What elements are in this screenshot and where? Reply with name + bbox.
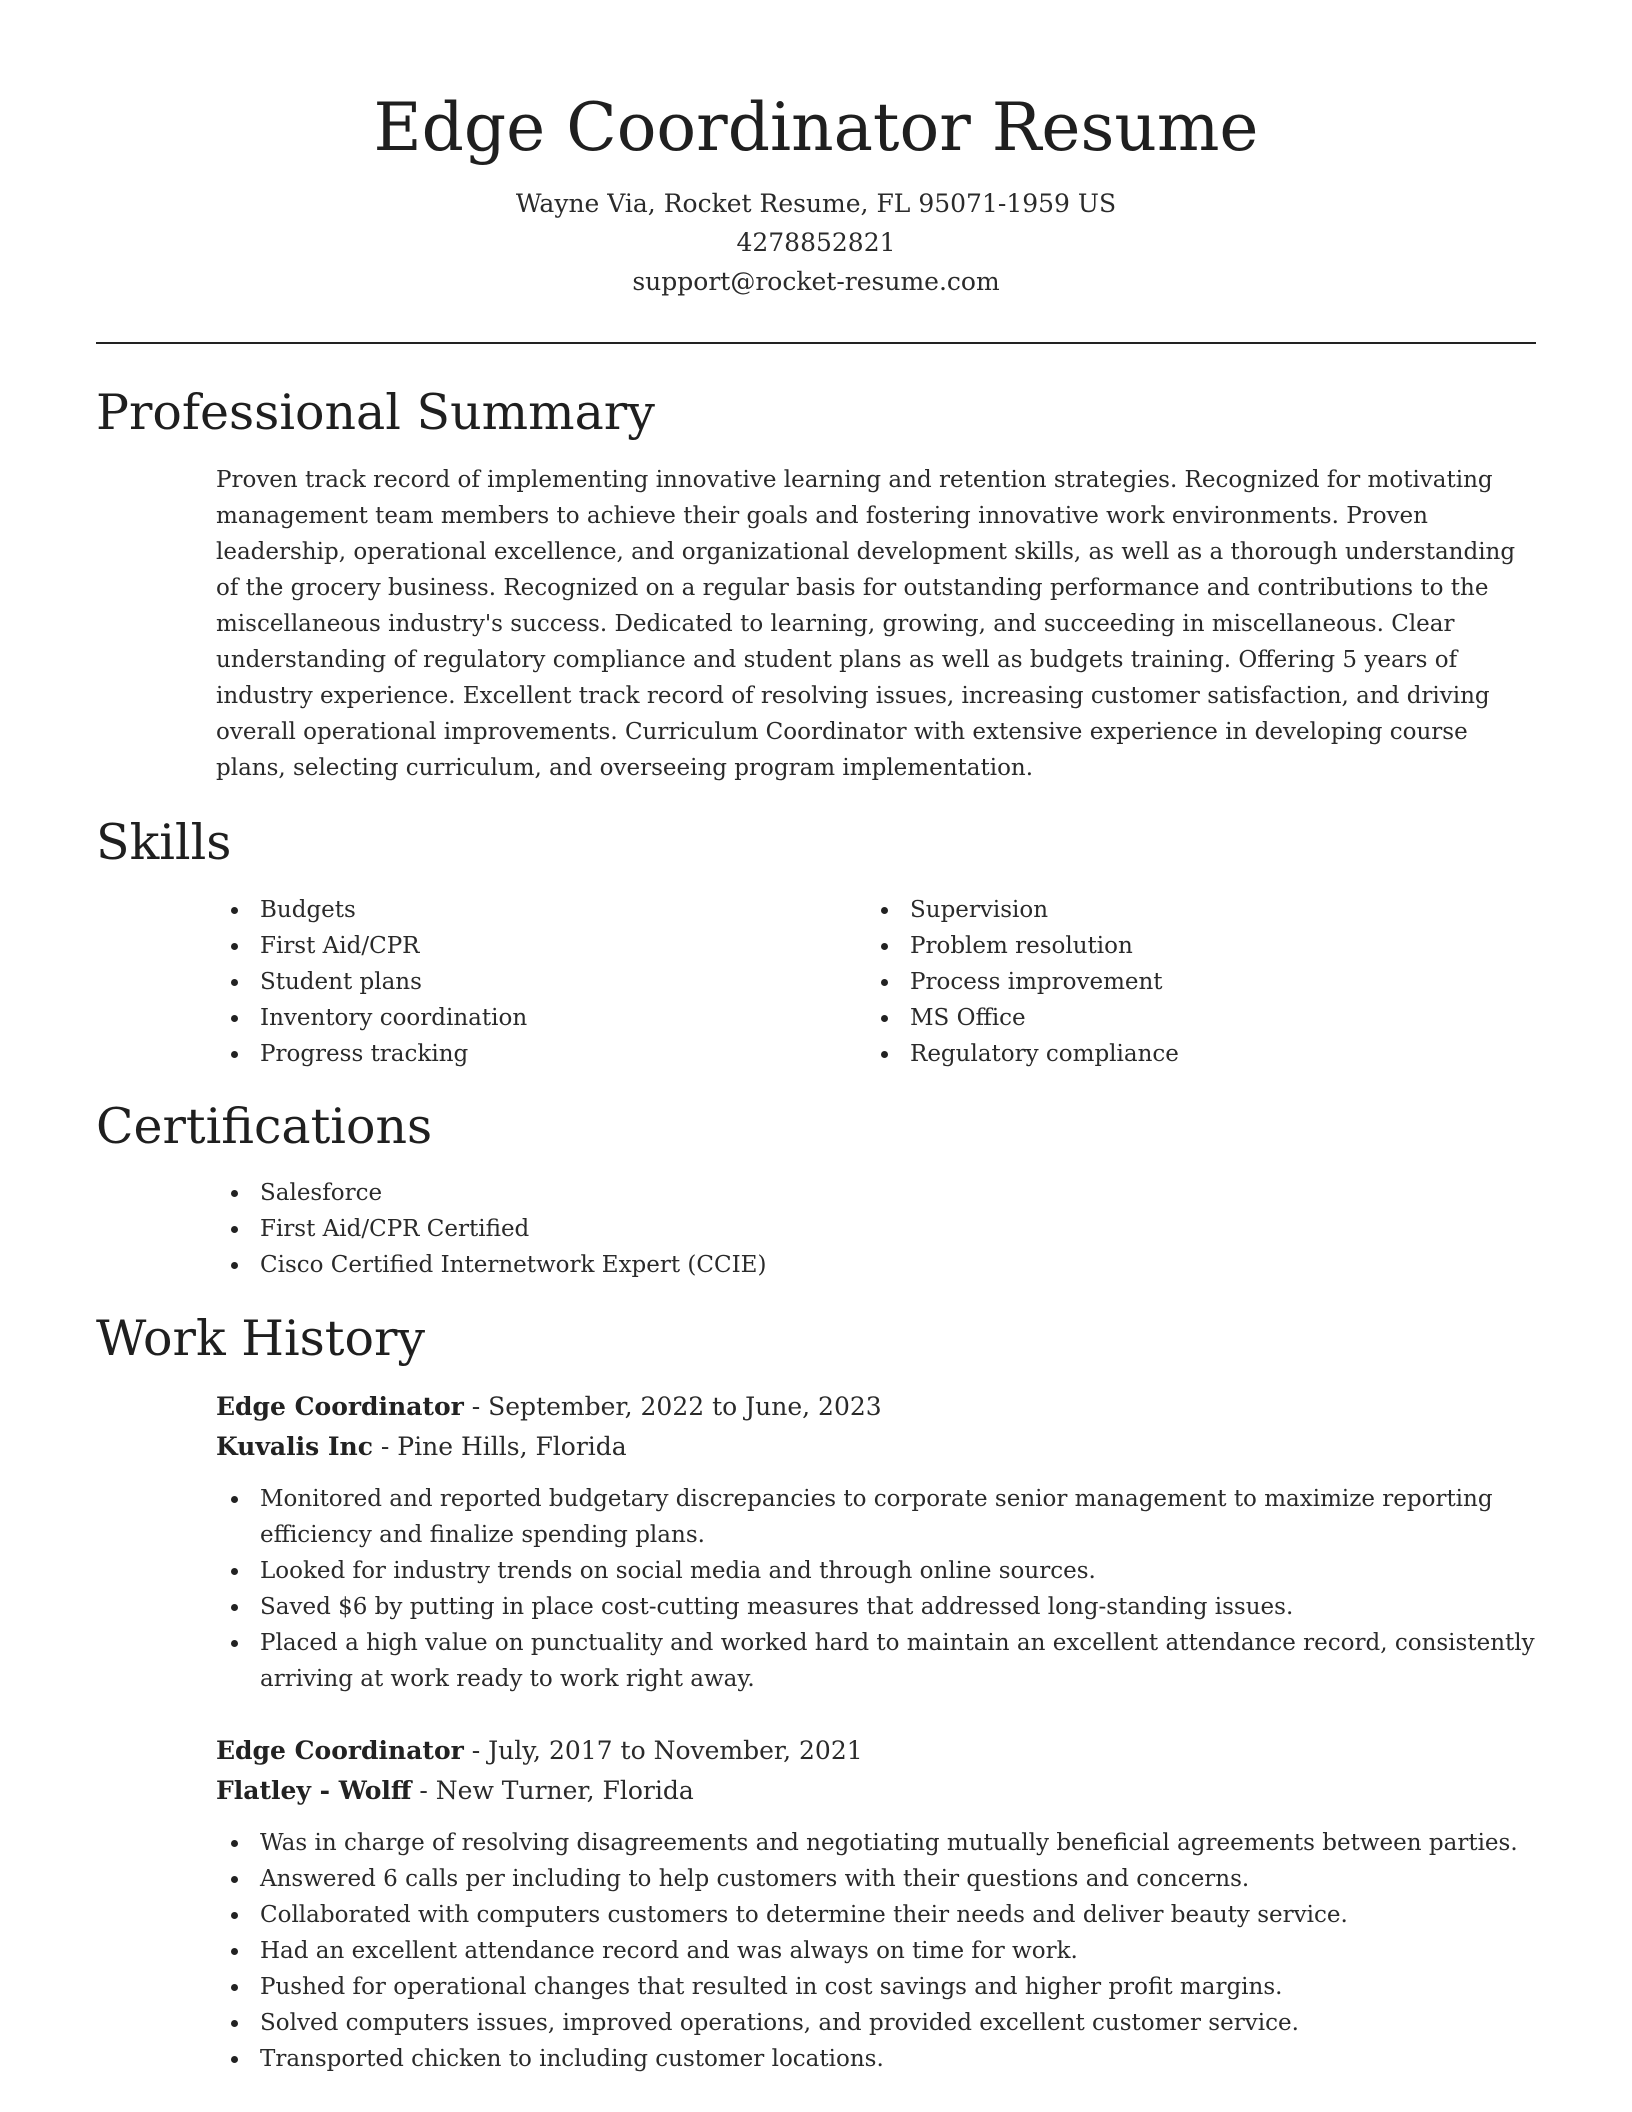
skill-item: Problem resolution <box>866 928 1486 964</box>
contact-block <box>0 184 1632 301</box>
job-2-company-line <box>216 1771 1536 1811</box>
duty-item: Looked for industry trends on social media and through online sources. <box>216 1553 1536 1589</box>
certification-item: First Aid/CPR Certified <box>216 1211 1536 1247</box>
skills-list-right <box>866 892 1486 1072</box>
skill-item: Process improvement <box>866 964 1486 1000</box>
duty-item: Answered 6 calls per including to help customers with their questions and concerns. <box>216 1861 1536 1897</box>
summary-heading: Professional Summary <box>96 384 655 441</box>
job-1-company: Kuvalis Inc <box>216 1432 373 1461</box>
skill-item: Supervision <box>866 892 1486 928</box>
skills-column-left <box>216 892 836 1072</box>
job-1-location: - Pine Hills, Florida <box>372 1432 627 1461</box>
job-1-duty-list <box>216 1481 1536 1697</box>
job-2-company: Flatley - Wolff <box>216 1776 412 1805</box>
contact-email: support@rocket-resume.com <box>632 267 1000 296</box>
skill-item: First Aid/CPR <box>216 928 836 964</box>
duty-item: Was in charge of resolving disagreements and negotiating mutually beneficial agreements between parties. <box>216 1825 1536 1861</box>
certifications-block <box>216 1175 1536 1283</box>
contact-phone: 4278852821 <box>736 228 896 257</box>
skill-item: MS Office <box>866 1000 1486 1036</box>
skills-heading: Skills <box>96 814 232 871</box>
duty-item: Collaborated with computers customers to determine their needs and deliver beauty service. <box>216 1897 1536 1933</box>
header-divider <box>96 342 1536 344</box>
duty-item: Solved computers issues, improved operations, and provided excellent customer service. <box>216 2005 1536 2041</box>
certification-item: Salesforce <box>216 1175 1536 1211</box>
duty-item: Had an excellent attendance record and was always on time for work. <box>216 1933 1536 1969</box>
job-1-duties <box>216 1481 1536 1697</box>
job-1-company-line <box>216 1427 1536 1467</box>
duty-item: Saved $6 by putting in place cost-cutting measures that addressed long-standing issues. <box>216 1589 1536 1625</box>
certifications-list <box>216 1175 1536 1283</box>
contact-address: Wayne Via, Rocket Resume, FL 95071-1959 US <box>515 189 1117 218</box>
document-title: Edge Coordinator Resume <box>373 89 1259 166</box>
job-1-dates: - September, 2022 to June, 2023 <box>463 1392 882 1421</box>
resume-header <box>0 0 1632 301</box>
job-2-title-line <box>216 1731 1536 1771</box>
job-2-dates: - July, 2017 to November, 2021 <box>463 1736 863 1765</box>
duty-item: Transported chicken to including customer locations. <box>216 2041 1536 2077</box>
skill-item: Inventory coordination <box>216 1000 836 1036</box>
skill-item: Progress tracking <box>216 1036 836 1072</box>
duty-item: Monitored and reported budgetary discrepancies to corporate senior management to maximize reporting efficiency and finalize spending plans. <box>216 1481 1536 1553</box>
duty-item: Placed a high value on punctuality and worked hard to maintain an excellent attendance record, consistently arriving at work ready to work right away. <box>216 1625 1536 1697</box>
job-2-title: Edge Coordinator <box>216 1736 464 1765</box>
summary-text: Proven track record of implementing innovative learning and retention strategies. Recognized for motivating management team members to achieve their goals and fostering innovative work environments. Proven leadership, operational excellence, and organizational development skills, as well as a thorough understanding of the grocery business. Recognized on a regular basis for outstanding performance and contributions to the miscellaneous industry's success. Dedicated to learning, growing, and succeeding in miscellaneous. Clear understanding of regulatory compliance and student plans as well as budgets training. Offering 5 years of industry experience. Excellent track record of resolving issues, increasing customer satisfaction, and driving overall operational improvements. Curriculum Coordinator with extensive experience in developing course plans, selecting curriculum, and overseeing program implementation. <box>216 467 1516 781</box>
skill-item: Budgets <box>216 892 836 928</box>
job-2-location: - New Turner, Florida <box>411 1776 694 1805</box>
skills-list-left <box>216 892 836 1072</box>
certifications-heading: Certifications <box>96 1098 433 1155</box>
job-1-title: Edge Coordinator <box>216 1392 464 1421</box>
skills-column-right <box>866 892 1486 1072</box>
certification-item: Cisco Certified Internetwork Expert (CCIE) <box>216 1247 1536 1283</box>
job-2-duty-list <box>216 1825 1536 2077</box>
duty-item: Pushed for operational changes that resulted in cost savings and higher profit margins. <box>216 1969 1536 2005</box>
job-2-duties <box>216 1825 1536 2077</box>
skill-item: Regulatory compliance <box>866 1036 1486 1072</box>
work-history-heading: Work History <box>96 1310 426 1367</box>
skill-item: Student plans <box>216 964 836 1000</box>
job-1-title-line <box>216 1387 1536 1427</box>
